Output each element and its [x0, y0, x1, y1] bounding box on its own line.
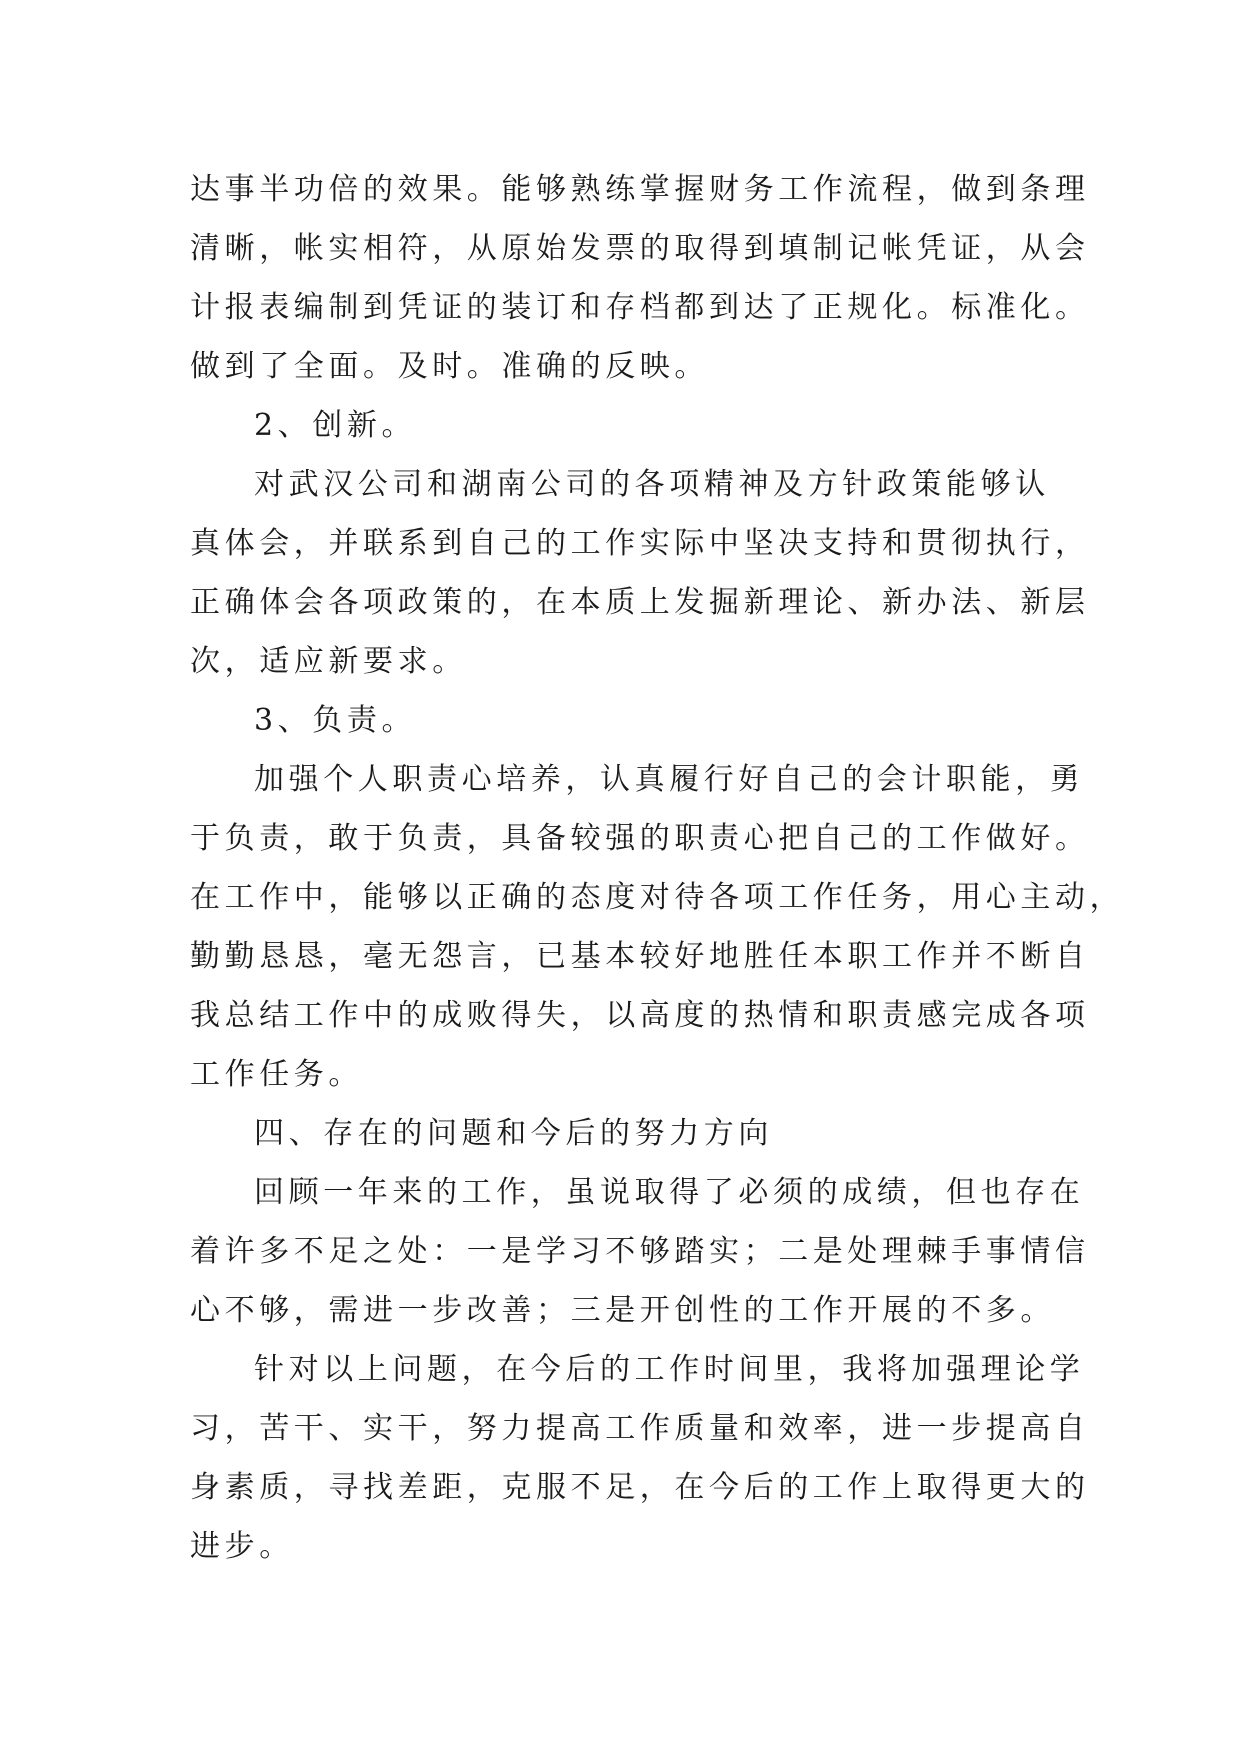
- text-line: 对武汉公司和湖南公司的各项精神及方针政策能够认: [254, 467, 1050, 502]
- text-line: 真体会，并联系到自己的工作实际中坚决支持和贯彻执行，: [190, 526, 1090, 561]
- text-line: 我总结工作中的成败得失，以高度的热情和职责感完成各项: [190, 998, 1090, 1033]
- section-heading: 3、负责。: [254, 703, 417, 738]
- text-line: 次，适应新要求。: [190, 644, 467, 679]
- section-heading: 2、创新。: [254, 408, 417, 443]
- text-line: 进步。: [190, 1529, 294, 1564]
- text-line: 做到了全面。及时。准确的反映。: [190, 349, 709, 384]
- text-line: 清晰，帐实相符，从原始发票的取得到填制记帐凭证，从会: [190, 231, 1090, 266]
- text-line: 针对以上问题，在今后的工作时间里，我将加强理论学: [254, 1352, 1085, 1387]
- text-line: 勤勤恳恳，毫无怨言，已基本较好地胜任本职工作并不断自: [190, 939, 1090, 974]
- text-line: 着许多不足之处：一是学习不够踏实；二是处理棘手事情信: [190, 1234, 1090, 1269]
- text-line: 身素质，寻找差距，克服不足，在今后的工作上取得更大的: [190, 1470, 1090, 1505]
- text-line: 于负责，敢于负责，具备较强的职责心把自己的工作做好。: [190, 821, 1090, 856]
- text-line: 正确体会各项政策的，在本质上发掘新理论、新办法、新层: [190, 585, 1090, 620]
- text-line: 计报表编制到凭证的装订和存档都到达了正规化。标准化。: [190, 290, 1090, 325]
- text-line: 在工作中，能够以正确的态度对待各项工作任务，用心主动，: [190, 880, 1125, 915]
- text-line: 回顾一年来的工作，虽说取得了必须的成绩，但也存在: [254, 1175, 1085, 1210]
- text-line: 习，苦干、实干，努力提高工作质量和效率，进一步提高自: [190, 1411, 1090, 1446]
- document-body: [190, 160, 1125, 1576]
- section-heading: 四、存在的问题和今后的努力方向: [254, 1116, 773, 1151]
- text-line: 工作任务。: [190, 1057, 363, 1092]
- text-line: 加强个人职责心培养，认真履行好自己的会计职能，勇: [254, 762, 1085, 797]
- text-line: 心不够，需进一步改善；三是开创性的工作开展的不多。: [190, 1293, 1055, 1328]
- text-line: 达事半功倍的效果。能够熟练掌握财务工作流程，做到条理: [190, 172, 1090, 207]
